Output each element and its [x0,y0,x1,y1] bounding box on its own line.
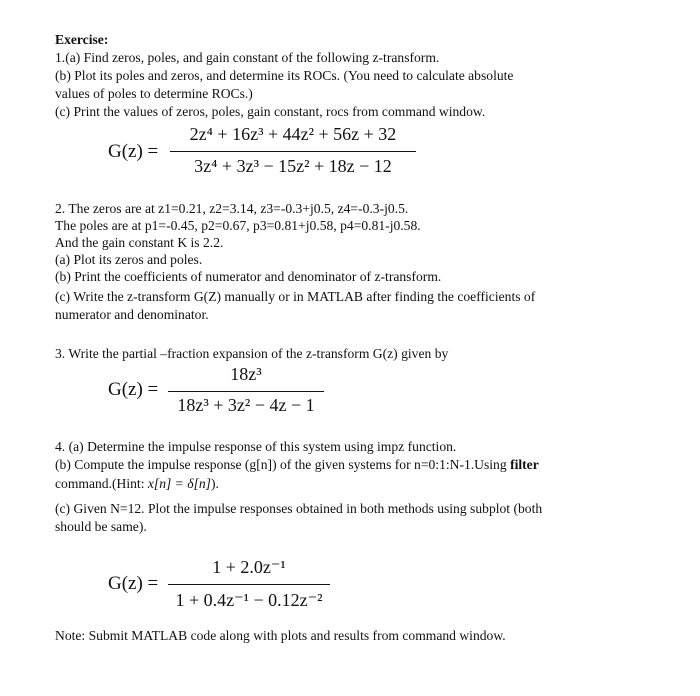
q4a-text: 4. (a) Determine the impulse response of this system using impz function. [55,439,457,454]
q2c-text-cont: numerator and denominator. [55,307,209,322]
q2-gain-text: And the gain constant K is 2.2. [55,235,224,250]
formula-g2-lhs: G(z) = [108,379,159,400]
exercise-heading: Exercise: [55,32,109,47]
q4c-text: (c) Given N=12. Plot the impulse responses obtained in both methods using subplot (both [55,501,543,516]
formula-g1-denominator: 3z⁴ + 3z³ − 15z² + 18z − 12 [194,156,392,176]
q2-poles-text: The poles are at p1=-0.45, p2=0.67, p3=0.81+j0.58, p4=0.81-j0.58. [55,218,421,233]
formula-g3-lhs: G(z) = [108,573,159,594]
formula-g1-fraction-bar [170,151,416,152]
q1a-text: 1.(a) Find zeros, poles, and gain constant of the following z-transform. [55,50,440,65]
q4b-filter-keyword: filter [510,457,539,472]
q2b-text: (b) Print the coefficients of numerator and denominator of z-transform. [55,269,442,284]
formula-g2-fraction-bar [168,391,324,392]
q3-text: 3. Write the partial –fraction expansion of the z-transform G(z) given by [55,346,449,361]
formula-g3-numerator: 1 + 2.0z⁻¹ [212,557,286,577]
q2c-text: (c) Write the z-transform G(Z) manually or in MATLAB after finding the coefficients of [55,289,536,304]
q4b-text-main: (b) Compute the impulse response (g[n]) of the given systems for n=0:1:N-1.Using [55,457,511,472]
formula-g3-denominator: 1 + 0.4z⁻¹ − 0.12z⁻² [175,590,323,610]
q1b-text-cont: values of poles to determine ROCs.) [55,86,253,101]
q1c-text: (c) Print the values of zeros, poles, gain constant, rocs from command window. [55,104,486,119]
q1b-text: (b) Plot its poles and zeros, and determine its ROCs. (You need to calculate absolute [55,68,514,83]
hint-label: command.(Hint: [55,476,148,491]
formula-g3-fraction-bar [168,584,330,585]
q2-zeros-text: 2. The zeros are at z1=0.21, z2=3.14, z3=-0.3+j0.5, z4=-0.3-j0.5. [55,201,409,216]
hint-equation: x[n] = δ[n] [147,476,211,491]
formula-g2-numerator: 18z³ [230,364,262,384]
q4b-text [55,457,539,473]
formula-g1-numerator: 2z⁴ + 16z³ + 44z² + 56z + 32 [189,124,397,144]
formula-g1-lhs: G(z) = [108,141,159,162]
formula-g2-denominator: 18z³ + 3z² − 4z − 1 [177,395,315,415]
q4b-hint-text [55,476,219,492]
q4c-text-cont: should be same). [55,519,147,534]
hint-closing: ). [210,476,219,491]
q2a-text: (a) Plot its zeros and poles. [55,252,203,267]
note-text: Note: Submit MATLAB code along with plots and results from command window. [55,628,506,643]
